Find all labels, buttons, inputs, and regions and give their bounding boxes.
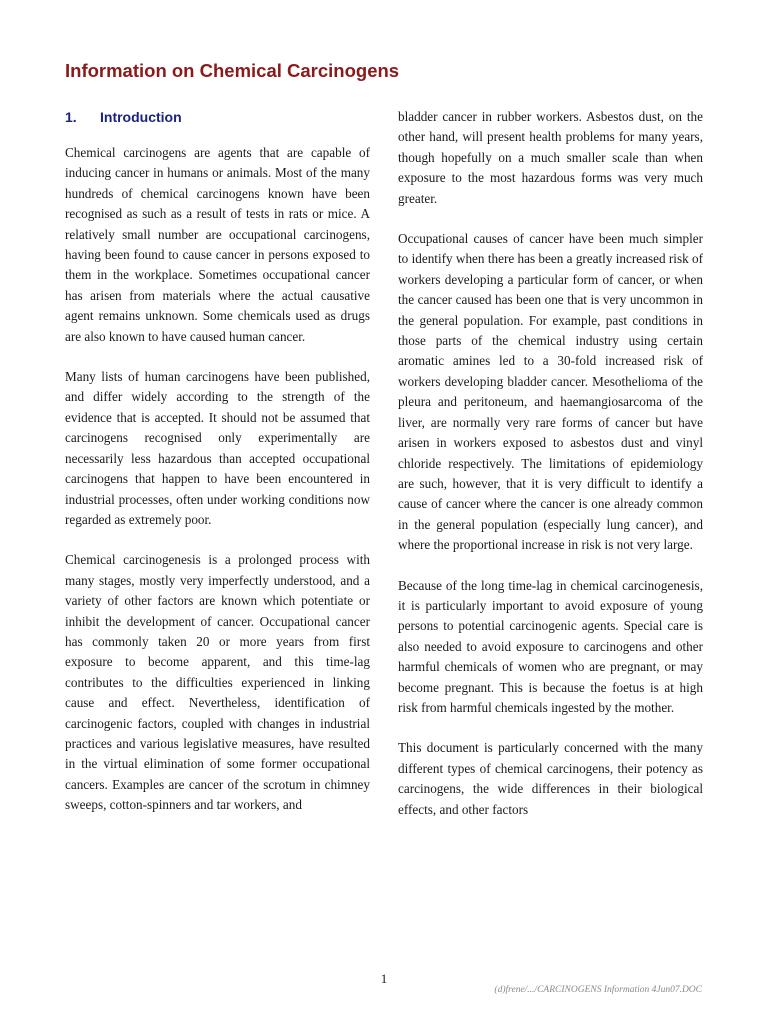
paragraph-time-lag: Because of the long time-lag in chemical carcinogenesis, it is particularly important to avoid exposure of young persons to potential carcinogenic agents. Special care is also needed to avoid exposure to carcinogens and other harmful chemicals of women who are pregnant, or may become pregnant. This is because the foetus is at high risk from harmful chemicals ingested by the mother. [398,577,703,715]
section-title: Introduction [100,109,182,125]
section-heading [65,107,370,127]
paragraph-carcinogenesis-process: Chemical carcinogenesis is a prolonged process with many stages, mostly very imperfectly understood, and a variety of other factors are known which potentiate or inhibit the development of cancer. Occupational cancer has commonly taken 20 or more years from first exposure to become apparent, and this time-lag contributes to the difficulties experienced in linking cause and effect. Nevertheless, identification of carcinogenic factors, coupled with changes in industrial practices and various legislative measures, have resulted in the virtual elimination of some former occupational cancers. Examples are cancer of the scrotum in chimney sweeps, cotton-spinners and tar workers, and [65,552,370,813]
left-column [65,107,370,836]
footer-file-path: (d)frene/.../CARCINOGENS Information 4Jun07.DOC [494,985,702,995]
right-column [398,107,703,840]
paragraph-lists-of-carcinogens: Many lists of human carcinogens have been published, and differ widely according to the strength of the evidence that is accepted. It should not be assumed that carcinogens recognised only experimentally are necessarily less hazardous than accepted occupational carcinogens that happen to have been encountered in industrial processes, often under working conditions now regarded as extremely poor. [65,369,370,527]
document-title: Information on Chemical Carcinogens [65,60,400,81]
section-number: 1. [65,109,77,125]
page-number: 1 [380,971,388,986]
paragraph-occupational-causes: Occupational causes of cancer have been much simpler to identify when there has been a greatly increased risk of workers developing a particular form of cancer, or when the cancer caused has been one that is very uncommon in the general population. For example, past conditions in those parts of the chemical industry using certain aromatic amines led to a 30-fold increased risk of workers developing bladder cancer. Mesothelioma of the pleura and peritoneum, and haemangiosarcoma of the liver, are normally very rare forms of cancer but have arisen in workers exposed to asbestos dust and vinyl chloride respectively. The limitations of epidemiology are such, however, that it is very difficult to identify a cause of cancer where the cancer is one already common in the general population (especially lung cancer), and where the proportional increase in risk is not very large. [398,231,703,553]
paragraph-chemical-carcinogens: Chemical carcinogens are agents that are capable of inducing cancer in humans or animals. Most of the many hundreds of chemical carcinogens known have been recognised as such as a result of tests in rats or mice. A relatively small number are occupational carcinogens, having been found to cause cancer in persons exposed to them in the workplace. Sometimes occupational cancer has arisen from materials where the actual causative agent remains unknown. Some chemicals used as drugs are also known to have caused human cancer. [65,145,370,344]
paragraph-document-scope: This document is particularly concerned with the many different types of chemical carcinogens, their potency as carcinogens, the wide differences in their biological effects, and other factors [398,740,703,817]
paragraph-bladder-cancer: bladder cancer in rubber workers. Asbestos dust, on the other hand, will present health problems for many years, though hopefully on a much smaller scale than when exposure to the most hazardous forms was very much greater. [398,109,703,206]
